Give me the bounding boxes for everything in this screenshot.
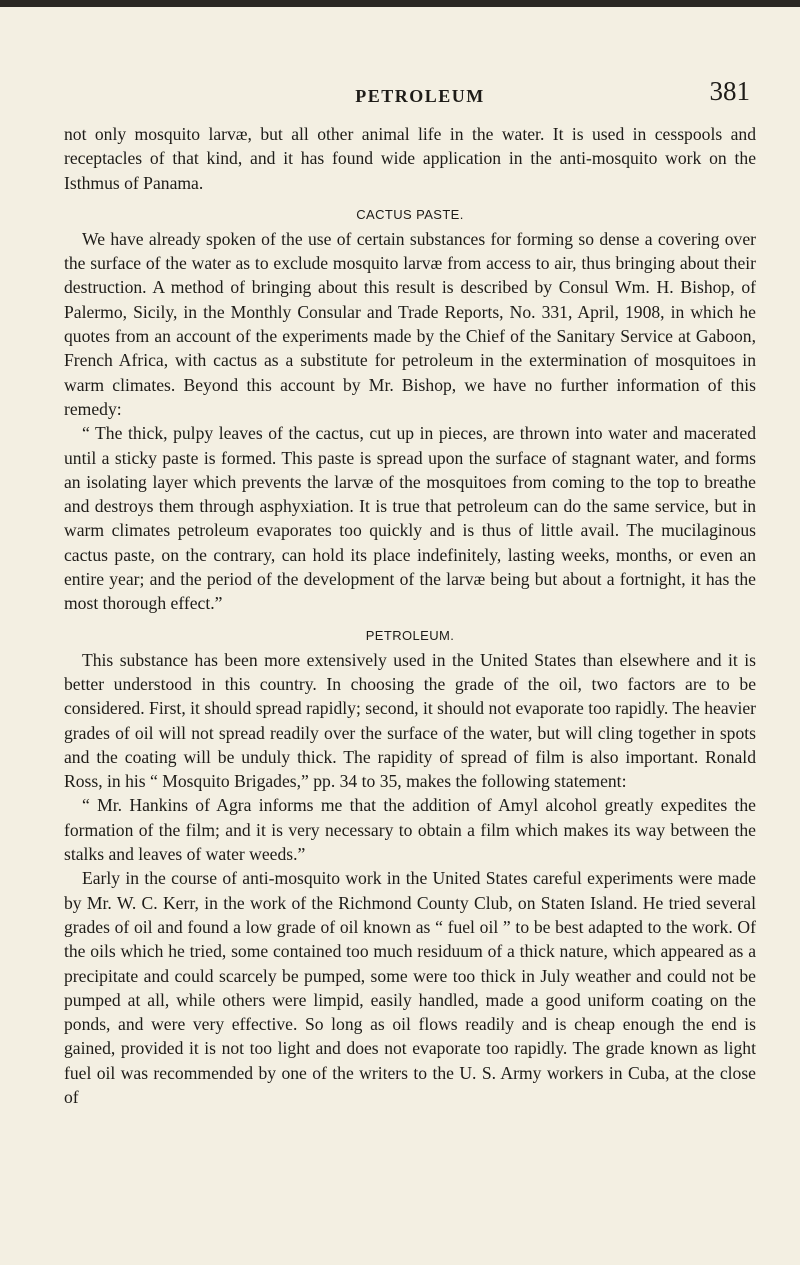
paragraph-petroleum-intro: This substance has been more extensively used in the United States than elsewhere and it is better understood in this country. In choosing the grade of the oil, two factors are to be considered. First, it should spread rapidly; second, it should not evaporate too rapidly. The heavier grades of oil will not spread readily over the surface of the water, but will cling together in spots and the coating will be unduly thick. The rapidity of spread of film is also important. Ronald Ross, in his “ Mosquito Brigades,” pp. 34 to 35, makes the following statement: <box>64 649 756 792</box>
paragraph-kerr-experiments: Early in the course of anti-mosquito work in the United States careful experiments were made by Mr. W. C. Kerr, in the work of the Richmond County Club, on Staten Island. He tried several grades of oil and found a low grade of oil known as “ fuel oil ” to be best adapted to the work. Of the oils which he tried, some contained too much residuum of a thick nature, which appeared as a precipitate and could scarcely be pumped, some were too thick in July weather and could not be pumped at all, while others were limpid, easily handled, made a good uniform coating on the ponds, and were very effective. So long as oil flows readily and is cheap enough the end is gained, provided it is not too light and does not evaporate too rapidly. The grade known as light fuel oil was recommended by one of the writers to the U. S. Army workers in Cuba, at the close of <box>64 868 756 1107</box>
paragraph-hankins-quote: “ Mr. Hankins of Agra informs me that the addition of Amyl alcohol greatly expedites the formation of the film; and it is very necessary to obtain a film which makes its way between the stalks and leaves of water weeds.” <box>64 795 756 865</box>
paragraph-cactus-intro: We have already spoken of the use of certain substances for forming so dense a covering over the surface of the water as to exclude mosquito larvæ from access to air, thus bringing about their destruction. A method of bringing about this result is described by Consul Wm. H. Bishop, of Palermo, Sicily, in the Monthly Consular and Trade Reports, No. 331, April, 1908, in which he quotes from an account of the experiments made by the Chief of the Sanitary Service at Gaboon, French Africa, with cactus as a substitute for petroleum in the extermination of mosquitoes in warm climates. Beyond this account by Mr. Bishop, we have no further information of this remedy: <box>64 228 756 419</box>
running-head: PETROLEUM <box>355 86 485 106</box>
paragraph-continuation: not only mosquito larvæ, but all other animal life in the water. It is used in cesspools and receptacles of that kind, and it has found wide application in the anti-mosquito work on the Isthmus of Panama. <box>64 124 756 193</box>
body-text <box>64 122 756 1109</box>
page-number: 381 <box>709 76 750 106</box>
page-header <box>90 72 750 112</box>
paragraph-cactus-quote: “ The thick, pulpy leaves of the cactus, cut up in pieces, are thrown into water and macerated until a sticky paste is formed. This paste is spread upon the surface of stagnant water, and forms an isolating layer which prevents the larvæ of the mosquitoes from coming to the top to breathe and destroys them through asphyxiation. It is true that petroleum can do the same service, but in warm climates petroleum evaporates too quickly and is thus of little avail. The mucilaginous cactus paste, on the contrary, can hold its place indefinitely, lasting weeks, months, or even an entire year; and the period of the development of the larvæ being but about a fortnight, it has the most thorough effect.” <box>64 423 756 614</box>
section-heading-petroleum: PETROLEUM. <box>365 627 455 643</box>
section-heading-cactus-paste: CACTUS PASTE. <box>356 206 464 222</box>
